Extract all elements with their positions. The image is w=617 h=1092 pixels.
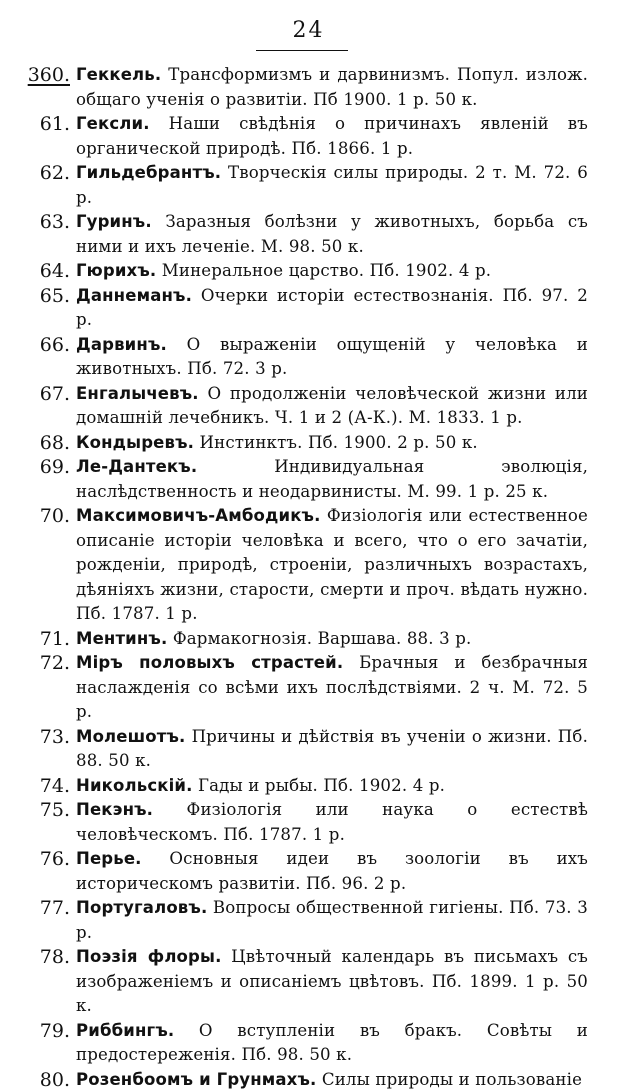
entry-text: Творческія силы природы. 2 т. М. 72. 6 р. xyxy=(76,163,588,207)
entry-text: Индивидуальная эволюція, наслѣдственность и неодарвинисты. М. 99. 1 р. 25 к. xyxy=(76,457,588,501)
entry-text: О продолженіи человѣческой жизни или домашній лечебникъ. Ч. 1 и 2 (А-К.). М. 1833. 1 р. xyxy=(76,384,588,428)
entry-number: 72. xyxy=(18,651,70,676)
entry-number: 61. xyxy=(18,112,70,137)
catalog-entry xyxy=(0,651,617,725)
entry-author: Енгалычевъ. xyxy=(76,384,199,403)
entry-text: Очерки исторіи естествознанія. Пб. 97. 2 р. xyxy=(76,286,588,330)
entry-number: 71. xyxy=(18,627,70,652)
entry-author: Даннеманъ. xyxy=(76,286,192,305)
entry-text: Физіологія или естественное описаніе исторіи человѣка и всего, что о его зачатіи, рожденіи, природѣ, строеніи, различныхъ возрастахъ, дѣяніяхъ жизни, старости, смерти и проч. вѣдать нужно. Пб. 1787. 1 р. xyxy=(76,506,588,623)
entry-author: Перье. xyxy=(76,849,142,868)
entry-author: Поэзія флоры. xyxy=(76,947,222,966)
entry-number: 62. xyxy=(18,161,70,186)
entry-number: 360. xyxy=(10,63,70,88)
catalog-entry xyxy=(0,161,617,210)
entry-author: Розенбоомъ и Грунмахъ. xyxy=(76,1070,316,1089)
catalog-entry xyxy=(0,627,617,652)
entry-number: 69. xyxy=(18,455,70,480)
catalog-entry xyxy=(0,504,617,627)
entry-text: Фармакогнозія. Варшава. 88. 3 р. xyxy=(167,629,471,648)
entry-author: Гуринъ. xyxy=(76,212,152,231)
catalog-entry xyxy=(0,455,617,504)
entry-number: 65. xyxy=(18,284,70,309)
entry-text: Брачныя и безбрачныя наслажденія со всѣми ихъ послѣдствіями. 2 ч. М. 72. 5 р. xyxy=(76,653,588,721)
entry-author: Максимовичъ-Амбодикъ. xyxy=(76,506,321,525)
entry-number: 64. xyxy=(18,259,70,284)
entry-author: Пекэнъ. xyxy=(76,800,153,819)
catalog-entry xyxy=(0,284,617,333)
entry-number: 73. xyxy=(18,725,70,750)
entry-number: 68. xyxy=(18,431,70,456)
entry-number: 74. xyxy=(18,774,70,799)
entry-text: Заразныя болѣзни у животныхъ, борьба съ ними и ихъ леченіе. М. 98. 50 к. xyxy=(76,212,588,256)
entry-text: Трансформизмъ и дарвинизмъ. Попул. излож. общаго ученія о развитіи. Пб 1900. 1 р. 50 к. xyxy=(76,65,588,109)
entry-text: Вопросы общественной гигіены. Пб. 73. 3 р. xyxy=(76,898,588,942)
entry-number: 80. xyxy=(18,1068,70,1092)
catalog-entry xyxy=(0,431,617,456)
entry-text: Основныя идеи въ зоологіи въ ихъ историческомъ развитіи. Пб. 96. 2 р. xyxy=(76,849,588,893)
entry-author: Гюрихъ. xyxy=(76,261,156,280)
catalog-entry xyxy=(0,333,617,382)
catalog-entry xyxy=(0,259,617,284)
entry-number: 79. xyxy=(18,1019,70,1044)
entry-author: Ле-Дантекъ. xyxy=(76,457,197,476)
page-number: 24 xyxy=(0,18,617,43)
entry-author: Ментинъ. xyxy=(76,629,167,648)
header-rule xyxy=(256,50,348,51)
entry-author: Риббингъ. xyxy=(76,1021,174,1040)
catalog-entry xyxy=(0,774,617,799)
entry-text: Силы природы и пользованіе xyxy=(316,1070,582,1089)
entry-author: Міръ половыхъ страстей. xyxy=(76,653,343,672)
entry-number: 77. xyxy=(18,896,70,921)
entry-number: 63. xyxy=(18,210,70,235)
entry-text: Минеральное царство. Пб. 1902. 4 р. xyxy=(156,261,491,280)
catalog-list xyxy=(0,63,617,1092)
entry-text: Причины и дѣйствія въ ученіи о жизни. Пб. 88. 50 к. xyxy=(76,727,588,771)
catalog-entry xyxy=(0,112,617,161)
entry-author: Молешотъ. xyxy=(76,727,185,746)
entry-author: Гексли. xyxy=(76,114,150,133)
catalog-entry xyxy=(0,847,617,896)
entry-text: О выраженіи ощущеній у человѣка и животныхъ. Пб. 72. 3 р. xyxy=(76,335,588,379)
entry-number: 67. xyxy=(18,382,70,407)
entry-text: Инстинктъ. Пб. 1900. 2 р. 50 к. xyxy=(194,433,478,452)
entry-text: Цвѣточный календарь въ письмахъ съ изображеніемъ и описаніемъ цвѣтовъ. Пб. 1899. 1 р. 50 к. xyxy=(76,947,588,1015)
catalog-entry xyxy=(0,210,617,259)
entry-number: 75. xyxy=(18,798,70,823)
catalog-entry xyxy=(0,1068,617,1092)
catalog-entry xyxy=(0,725,617,774)
entry-author: Португаловъ. xyxy=(76,898,207,917)
entry-text: Наши свѣдѣнія о причинахъ явленій въ органической природѣ. Пб. 1866. 1 р. xyxy=(76,114,588,158)
entry-author: Геккель. xyxy=(76,65,161,84)
entry-number: 76. xyxy=(18,847,70,872)
entry-author: Дарвинъ. xyxy=(76,335,167,354)
catalog-entry xyxy=(0,1019,617,1068)
catalog-entry xyxy=(0,945,617,1019)
entry-number: 66. xyxy=(18,333,70,358)
entry-author: Кондыревъ. xyxy=(76,433,194,452)
entry-text: Физіологія или наука о естествѣ человѣческомъ. Пб. 1787. 1 р. xyxy=(76,800,588,844)
entry-number: 78. xyxy=(18,945,70,970)
catalog-entry xyxy=(0,798,617,847)
catalog-entry xyxy=(0,63,617,112)
entry-author: Никольскій. xyxy=(76,776,193,795)
catalog-entry xyxy=(0,896,617,945)
entry-number: 70. xyxy=(18,504,70,529)
entry-text: О вступленіи въ бракъ. Совѣты и предостереженія. Пб. 98. 50 к. xyxy=(76,1021,588,1065)
catalog-entry xyxy=(0,382,617,431)
entry-author: Гильдебрантъ. xyxy=(76,163,221,182)
entry-text: Гады и рыбы. Пб. 1902. 4 р. xyxy=(193,776,445,795)
